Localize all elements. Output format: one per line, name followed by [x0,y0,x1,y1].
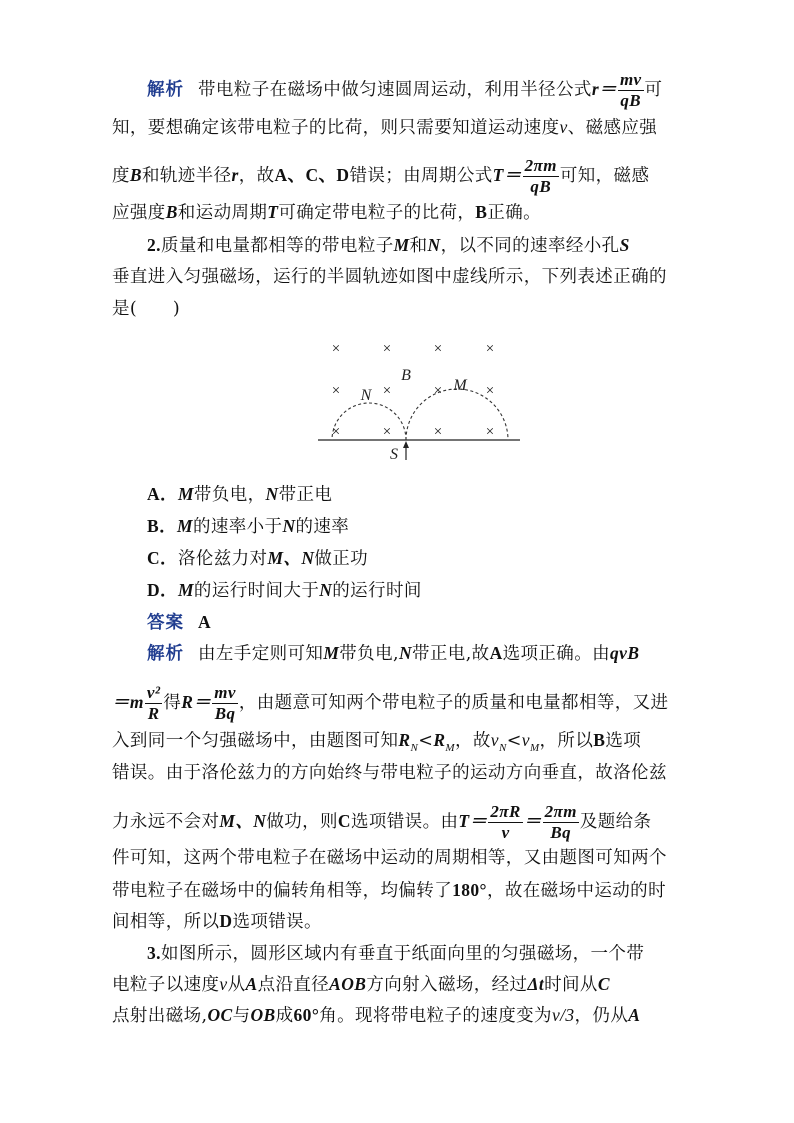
question-3-line-2: 电粒子以速度v从A点沿直径AOB方向射入磁场，经过Δt时间从C [112,974,610,995]
analysis2-line-1: 解析 由左手定则可知M带负电,N带正电,故A选项正确。由qvB [147,643,640,664]
answer-line [147,610,211,635]
analysis-line-2: 知，要想确定该带电粒子的比荷，则只需要知道运动速度v、磁感应强 [112,117,658,138]
arrow-head [403,441,409,448]
fraction: $\frac{\text{v²}}{R}$ [146,683,161,723]
option-c: C．洛伦兹力对M、N做正功 [147,548,369,569]
analysis2-line-8: 间相等，所以D选项错误。 [112,911,322,932]
fraction: $\frac{2\pi R}{v}$ [490,802,521,842]
label-B: B [401,367,411,384]
analysis2-line-6: 件可知，这两个带电粒子在磁场中运动的周期相等，又由题图可知两个 [112,848,667,868]
analysis2-line-3: 入到同一个匀强磁场中，由题图可知$R_N<R_M$，故$v_N<v_M$，所以B选项 [112,730,642,754]
cross-mark: × [433,383,443,399]
magnetic-field-figure [308,328,533,468]
cross-mark: × [485,341,495,357]
analysis-line-1: 解析 带电粒子在磁场中做匀速圆周运动，利用半径公式r＝ $\frac{mv}{qB}$ 可 [147,70,663,110]
analysis2-line-7: 带电粒子在磁场中的偏转角相等，均偏转了180°，故在磁场中运动的时 [112,880,666,901]
analysis-tag: 解析 [147,79,184,100]
analysis-line-3: 度B和轨迹半径r，故A、C、D错误；由周期公式T＝ $\frac{2\pi m}{qB}$ 可知，磁感 [112,156,650,196]
answer-value: A [198,612,212,632]
question-3-line-3: 点射出磁场,OC与OB成60°角。现将带电粒子的速度变为v/3，仍从A [112,1005,641,1026]
cross-mark: × [433,341,443,357]
label-M: M [453,377,467,394]
cross-mark: × [331,424,341,440]
label-N: N [360,387,372,404]
question-3-line-1: 3.如图所示，圆形区域内有垂直于纸面向里的匀强磁场，一个带 [147,943,645,964]
question-2-line-3: 是( ) [112,299,181,319]
analysis2-line-2: ＝m $\frac{\text{v²}}{R}$ 得R＝ $\frac{mv}{Bq}$ ，由题意可知两个带电粒子的质量和电量都相等，又进 [112,683,669,723]
trajectory-N [332,403,406,440]
question-2-line-1: 2.质量和电量都相等的带电粒子M和N，以不同的速率经小孔S [147,235,630,256]
fraction: $\frac{2\pi m}{Bq}$ [544,802,577,842]
analysis-line-4: 应强度B和运动周期T可确定带电粒子的比荷，B正确。 [112,202,542,223]
analysis2-line-4: 错误。由于洛伦兹力的方向始终与带电粒子的运动方向垂直，故洛伦兹 [112,763,667,783]
label-S: S [390,446,398,463]
analysis2-line-5: 力永远不会对M、N做功，则C选项错误。由T＝ $\frac{2\pi R}{v}$ ＝ $\frac{2\pi m}{Bq}$ 及题给条 [112,802,652,842]
fraction: $\frac{mv}{Bq}$ [214,683,236,723]
cross-mark: × [331,341,341,357]
cross-mark: × [485,383,495,399]
cross-mark: × [382,383,392,399]
cross-mark: × [331,383,341,399]
option-d: D．M的运行时间大于N的运行时间 [147,580,422,601]
option-b: B．M的速率小于N的速率 [147,516,350,537]
answer-tag: 答案 [147,613,184,633]
question-2-line-2: 垂直进入匀强磁场，运行的半圆轨迹如图中虚线所示，下列表述正确的 [112,267,667,287]
cross-mark: × [485,424,495,440]
option-a: A．M带负电，N带正电 [147,484,333,505]
cross-mark: × [382,341,392,357]
cross-mark: × [433,424,443,440]
fraction: $\frac{2\pi m}{qB}$ [524,156,557,196]
fraction: $\frac{mv}{qB}$ [619,70,642,110]
analysis-tag: 解析 [147,644,184,664]
cross-mark: × [382,424,392,440]
